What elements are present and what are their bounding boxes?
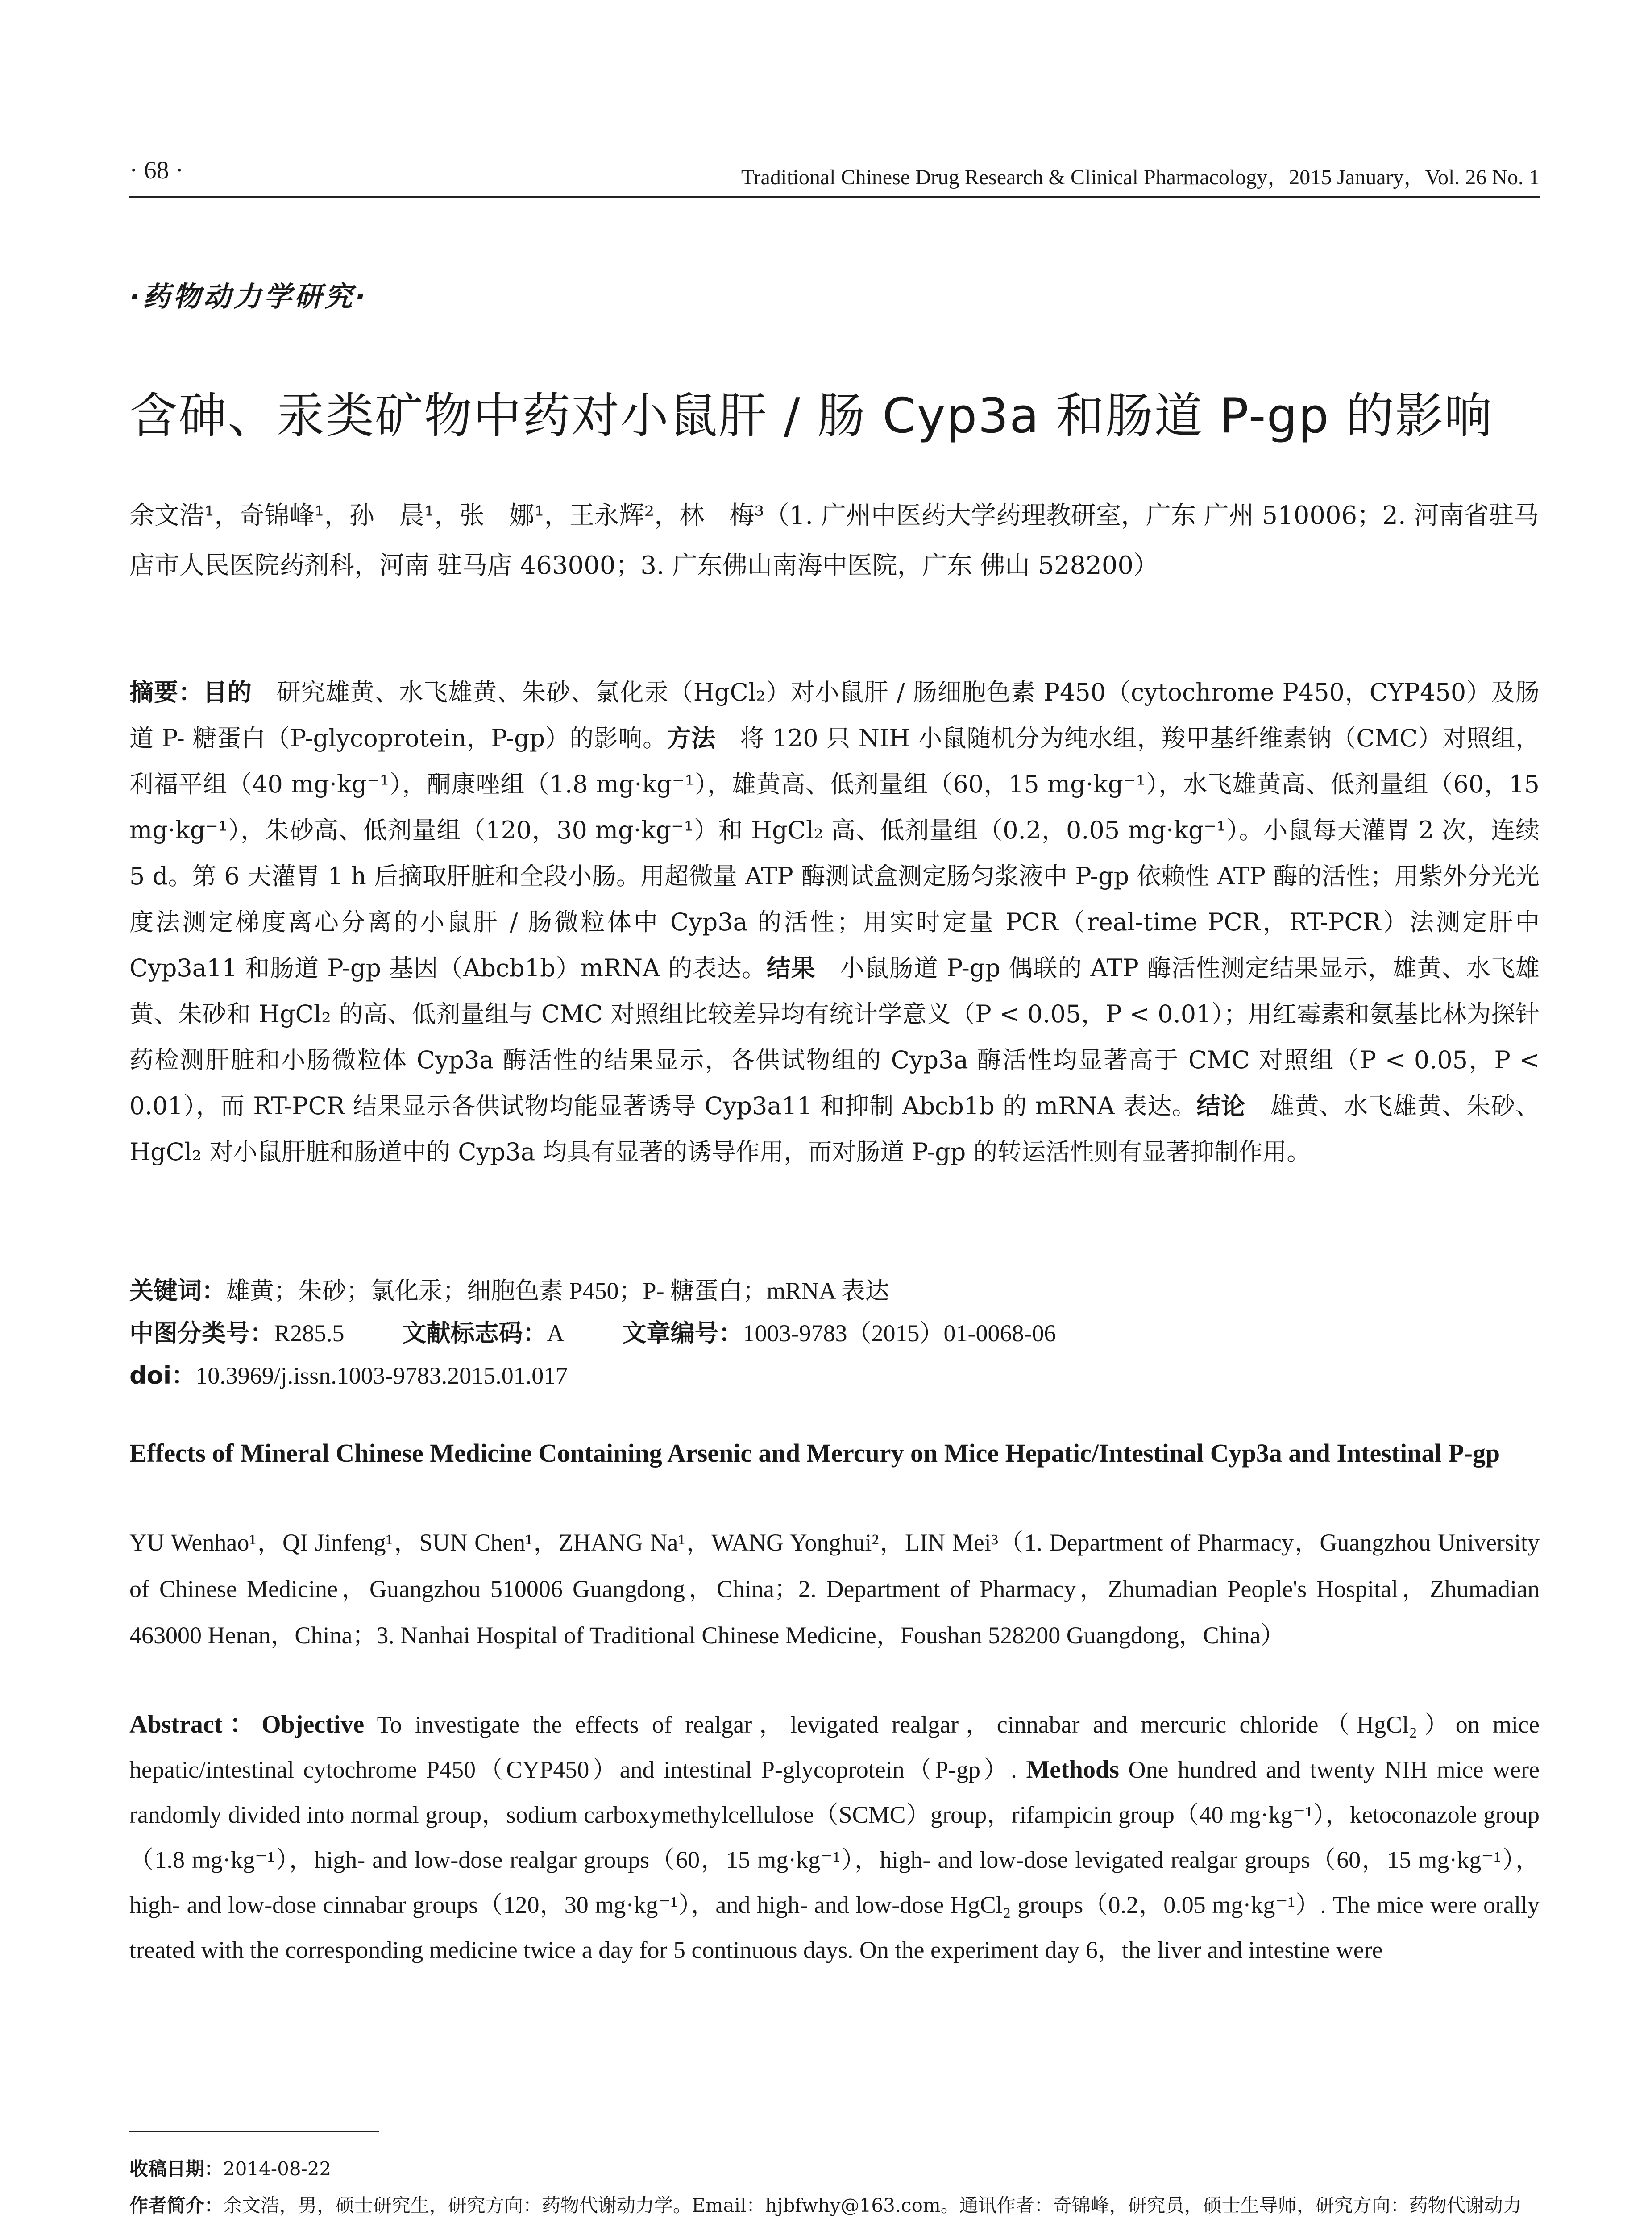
doc-code-label: 文献标志码： <box>402 1319 547 1347</box>
methods-label: 方法 <box>667 724 716 752</box>
keywords-label: 关键词： <box>129 1277 226 1305</box>
results-label: 结果 <box>766 954 816 982</box>
en-methods-text: One hundred and twenty NIH mice were randomly divided into normal group，sodium carboxymethylcellulose（SCMC）group，rifampicin group（40 mg·kg⁻¹），ketoconazole group（1.8 mg·kg⁻¹），high- and low-dose realgar groups（60，15 mg·kg⁻¹），high- and low-dose levigated realgar groups（60，15 mg·kg⁻¹），high- and low-dose cinnabar groups（120，30 mg·kg⁻¹），and high- and low-dose HgCl₂ groups（0.2，0.05 mg·kg⁻¹）. The mice were orally treated with the corresponding medicine twice a day for 5 continuous days. On the experiment day 6，the liver and intestine were <box>129 1756 1540 1963</box>
en-methods-label: Methods <box>1026 1756 1119 1783</box>
doi-line <box>129 1356 1540 1391</box>
en-objective-label: Objective <box>261 1711 365 1738</box>
authors-cn: 余文浩¹，奇锦峰¹，孙 晨¹，张 娜¹，王永辉²，林 梅³（1. 广州中医药大学药理教研室，广东 广州 510006；2. 河南省驻马店市人民医院药剂科，河南 驻马店 463000；3. 广东佛山南海中医院，广东 佛山 528200） <box>129 501 1539 580</box>
en-abstract-label: Abstract： <box>129 1711 262 1738</box>
classification-line <box>129 1314 1540 1348</box>
objective-text: 研究雄黄、水飞雄黄、朱砂、氯化汞（HgCl₂）对小鼠肝 / 肠细胞色素 P450（cytochrome P450，CYP450）及肠道 P- 糖蛋白（P-glycoprotein，P-gp）的影响。 <box>129 678 1540 752</box>
received-date: 2014-08-22 <box>223 2158 332 2180</box>
english-authors: YU Wenhao¹，QI Jinfeng¹，SUN Chen¹，ZHANG Na¹，WANG Yonghui²，LIN Mei³（1. Department of Pharmacy，Guangzhou University of Chinese Medicine，Guangzhou 510006 Guangdong，China；2. Department of Pharmacy，Zhumadian People's Hospital，Zhumadian 463000 Henan，China；3. Nanhai Hospital of Traditional Chinese Medicine，Foushan 528200 Guangdong，China） <box>129 1529 1540 1649</box>
doi-label: doi： <box>129 1361 196 1389</box>
keywords-text: 雄黄；朱砂；氯化汞；细胞色素 P450；P- 糖蛋白；mRNA 表达 <box>226 1277 889 1304</box>
received-label: 收稿日期： <box>129 2158 224 2180</box>
article-title: 含砷、汞类矿物中药对小鼠肝 / 肠 Cyp3a 和肠道 P-gp 的影响 <box>129 388 1493 444</box>
section-label: ·药物动力学研究· <box>129 280 369 313</box>
clc-value: R285.5 <box>274 1320 345 1347</box>
article-number-value: 1003-9783（2015）01-0068-06 <box>743 1320 1056 1347</box>
article-number-label: 文章编号： <box>622 1319 743 1347</box>
author-info-text: 余文浩，男，硕士研究生，研究方向：药物代谢动力学。Email：hjbfwhy@163.com。通讯作者：奇锦峰，研究员，硕士生导师，研究方向：药物代谢动力 <box>223 2194 1522 2216</box>
received-date-line <box>129 2151 1540 2187</box>
abstract-cn <box>129 669 1540 1175</box>
en-objective-text: To investigate the effects of realgar，levigated realgar，cinnabar and mercuric chloride（HgCl₂）on mice hepatic/intestinal cytochrome P450（CYP450）and intestinal P-glycoprotein（P-gp）. <box>129 1711 1540 1783</box>
keywords-line <box>129 1272 1540 1306</box>
author-info-line <box>129 2187 1540 2231</box>
journal-citation: Traditional Chinese Drug Research & Clinical Pharmacology，2015 January，Vol. 26 No. 1 <box>741 166 1540 189</box>
doc-code-value: A <box>547 1320 565 1347</box>
methods-text: 将 120 只 NIH 小鼠随机分为纯水组，羧甲基纤维素钠（CMC）对照组，利福平组（40 mg·kg⁻¹），酮康唑组（1.8 mg·kg⁻¹），雄黄高、低剂量组（60，15 mg·kg⁻¹），水飞雄黄高、低剂量组（60，15 mg·kg⁻¹），朱砂高、低剂量组（120，30 mg·kg⁻¹）和 HgCl₂ 高、低剂量组（0.2，0.05 mg·kg⁻¹）。小鼠每天灌胃 2 次，连续 5 d。第 6 天灌胃 1 h 后摘取肝脏和全段小肠。用超微量 ATP 酶测试盒测定肠匀浆液中 P-gp 依赖性 ATP 酶的活性；用紫外分光光度法测定梯度离心分离的小鼠肝 / 肠微粒体中 Cyp3a 的活性；用实时定量 PCR（real-time PCR，RT-PCR）法测定肝中 Cyp3a11 和肠道 P-gp 基因（Abcb1b）mRNA 的表达。 <box>129 724 1540 982</box>
english-title: Effects of Mineral Chinese Medicine Containing Arsenic and Mercury on Mice Hepatic/Intestinal Cyp3a and Intestinal P-gp <box>129 1439 1500 1468</box>
clc-label: 中图分类号： <box>129 1319 274 1347</box>
doi-value[interactable]: 10.3969/j.issn.1003-9783.2015.01.017 <box>195 1362 568 1389</box>
conclusion-text: 雄黄、水飞雄黄、朱砂、HgCl₂ 对小鼠肝脏和肠道中的 Cyp3a 均具有显著的诱导作用，而对肠道 P-gp 的转运活性则有显著抑制作用。 <box>129 1092 1540 1166</box>
footnotes <box>129 2151 1540 2231</box>
page-number: · 68 · <box>129 157 184 184</box>
abstract-label: 摘要： <box>129 678 203 706</box>
conclusion-label: 结论 <box>1196 1092 1246 1120</box>
english-abstract <box>129 1702 1540 1973</box>
footnote-rule <box>129 2131 379 2132</box>
objective-label: 目的 <box>203 678 252 706</box>
header-rule <box>129 196 1540 198</box>
author-info-label: 作者简介： <box>129 2194 224 2216</box>
results-text: 小鼠肠道 P-gp 偶联的 ATP 酶活性测定结果显示，雄黄、水飞雄黄、朱砂和 HgCl₂ 的高、低剂量组与 CMC 对照组比较差异均有统计学意义（P < 0.05，P < 0.01）；用红霉素和氨基比林为探针药检测肝脏和小肠微粒体 Cyp3a 酶活性的结果显示，各供试物组的 Cyp3a 酶活性均显著高于 CMC 对照组（P < 0.05，P < 0.01），而 RT-PCR 结果显示各供试物均能显著诱导 Cyp3a11 和抑制 Abcb1b 的 mRNA 表达。 <box>129 954 1540 1120</box>
page-header <box>129 152 1540 192</box>
